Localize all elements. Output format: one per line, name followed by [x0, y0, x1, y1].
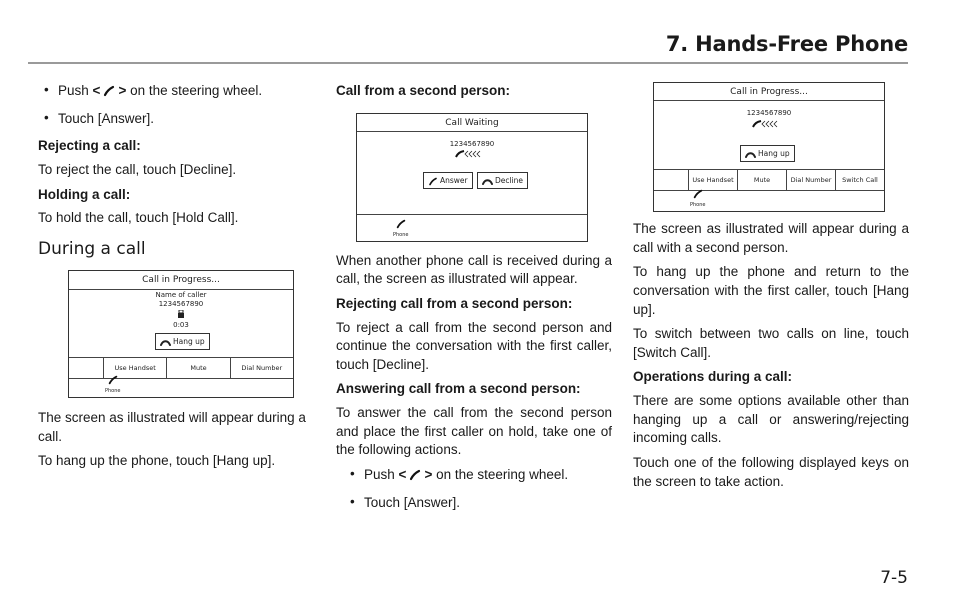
rejecting-second-text: To reject a call from the second person and continue the conversation with the first caller, touch [Decline].: [336, 319, 612, 372]
bullet-touch-answer: • Touch [Answer].: [38, 110, 316, 129]
decline-button[interactable]: [477, 172, 528, 189]
page-number: 7-5: [880, 568, 908, 588]
hang-up-button[interactable]: [740, 145, 795, 162]
screen-title: Call in Progress...: [69, 271, 293, 289]
rejecting-text: To reject the call, touch [Decline].: [38, 161, 237, 177]
bullet-text: Push: [364, 466, 395, 482]
dial-number-button[interactable]: Dial Number: [230, 358, 293, 378]
call-in-progress-second-figure: [653, 82, 885, 212]
function-bar-divider: [357, 214, 587, 215]
phone-handset-icon: [409, 469, 421, 481]
holding-text: To hold the call, touch [Hold Call].: [38, 210, 239, 226]
fn-blank: [654, 170, 688, 190]
phone-tab-label: Phone: [393, 231, 409, 238]
mute-button[interactable]: Mute: [166, 358, 229, 378]
holding-heading: Holding a call:: [38, 186, 131, 202]
caller-name-label: Name of caller: [155, 291, 207, 300]
answer-label: Answer: [440, 175, 468, 185]
function-bar: [69, 357, 293, 379]
phone-tab-label: Phone: [690, 202, 706, 209]
key-bracket-close: >: [118, 83, 127, 98]
screen-title: Call in Progress...: [654, 83, 884, 101]
answering-second-heading: Answering call from a second person:: [336, 381, 581, 397]
phone-tab[interactable]: [393, 219, 409, 239]
hang-up-icon: [745, 151, 756, 159]
second-call-screen-text: The screen as illustrated will appear during a call with a second person.: [633, 221, 909, 255]
fn-blank: [69, 358, 103, 378]
function-bar: [654, 169, 884, 191]
phone-tab[interactable]: [105, 375, 121, 395]
hang-up-button[interactable]: [155, 333, 210, 350]
hang-up-label: Hang up: [758, 149, 790, 158]
bullet-push-steering: [38, 82, 316, 101]
operations-heading: Operations during a call:: [633, 369, 793, 385]
rejecting-heading: Rejecting a call:: [38, 138, 141, 154]
key-bracket-open: <: [398, 466, 407, 482]
column-1: [38, 82, 316, 477]
hang-up-text: To hang up the phone, touch [Hang up].: [38, 453, 276, 469]
caller-number: 1234567890: [449, 139, 495, 148]
phone-handset-icon: [396, 219, 406, 229]
bullet-touch-answer: • Touch [Answer].: [344, 494, 612, 513]
column-2: [336, 82, 612, 521]
key-bracket-open: <: [92, 83, 101, 98]
decline-label: Decline: [495, 175, 524, 185]
chapter-title: 7. Hands-Free Phone: [665, 32, 908, 56]
answering-second-text: To answer the call from the second person and place the first caller on hold, take one of the following actions.: [336, 405, 612, 458]
switch-call-text: To switch between two calls on line, touch [Switch Call].: [633, 326, 909, 360]
second-caller-text: When another phone call is received during a call, the screen as illustrated will appear.: [336, 252, 612, 287]
hang-up-icon: [160, 339, 171, 347]
bullet-text: on the steering wheel.: [436, 466, 569, 482]
call-waiting-figure: [356, 113, 588, 242]
rejecting-second-heading: Rejecting call from a second person:: [336, 295, 573, 311]
hold-icon: [69, 310, 293, 320]
second-caller-heading: Call from a second person:: [336, 83, 511, 98]
phone-tab-label: Phone: [105, 388, 121, 395]
header-rule: [28, 62, 908, 64]
use-handset-button[interactable]: Use Handset: [103, 358, 166, 378]
call-timer: 0:03: [173, 321, 189, 330]
hang-up-label: Hang up: [173, 337, 205, 347]
switch-call-button[interactable]: Switch Call: [835, 170, 884, 190]
during-call-text: The screen as illustrated will appear during a call.: [38, 410, 306, 444]
phone-handset-icon: [108, 375, 118, 385]
screen-title: Call Waiting: [357, 114, 587, 132]
phone-tab[interactable]: [690, 189, 706, 209]
phone-handset-icon: [693, 189, 703, 199]
column-3: [633, 82, 909, 497]
call-in-progress-figure: [68, 270, 294, 398]
during-call-heading: During a call: [38, 238, 146, 259]
dial-number-button[interactable]: Dial Number: [786, 170, 835, 190]
mute-button[interactable]: Mute: [737, 170, 786, 190]
key-bracket-close: >: [424, 466, 433, 482]
bullet-push-steering: [344, 466, 612, 485]
bullet-text: Push: [58, 83, 89, 98]
incoming-call-icon: [454, 149, 488, 163]
answer-button[interactable]: [423, 172, 473, 189]
caller-number: 1234567890: [158, 300, 204, 309]
active-call-icon: [751, 119, 785, 133]
caller-number: 1234567890: [746, 109, 792, 117]
hang-up-return-text: To hang up the phone and return to the conversation with the first caller, touch [Hang up].: [633, 264, 909, 317]
phone-handset-icon: [428, 177, 438, 186]
hang-up-icon: [482, 178, 493, 186]
use-handset-button[interactable]: Use Handset: [688, 170, 737, 190]
bullet-text: on the steering wheel.: [130, 83, 263, 98]
operations-text: There are some options available other than hanging up a call or answering/rejecting incoming calls.: [633, 393, 909, 446]
phone-handset-icon: [103, 85, 115, 97]
touch-keys-text: Touch one of the following displayed keys on the screen to take action.: [633, 454, 909, 489]
